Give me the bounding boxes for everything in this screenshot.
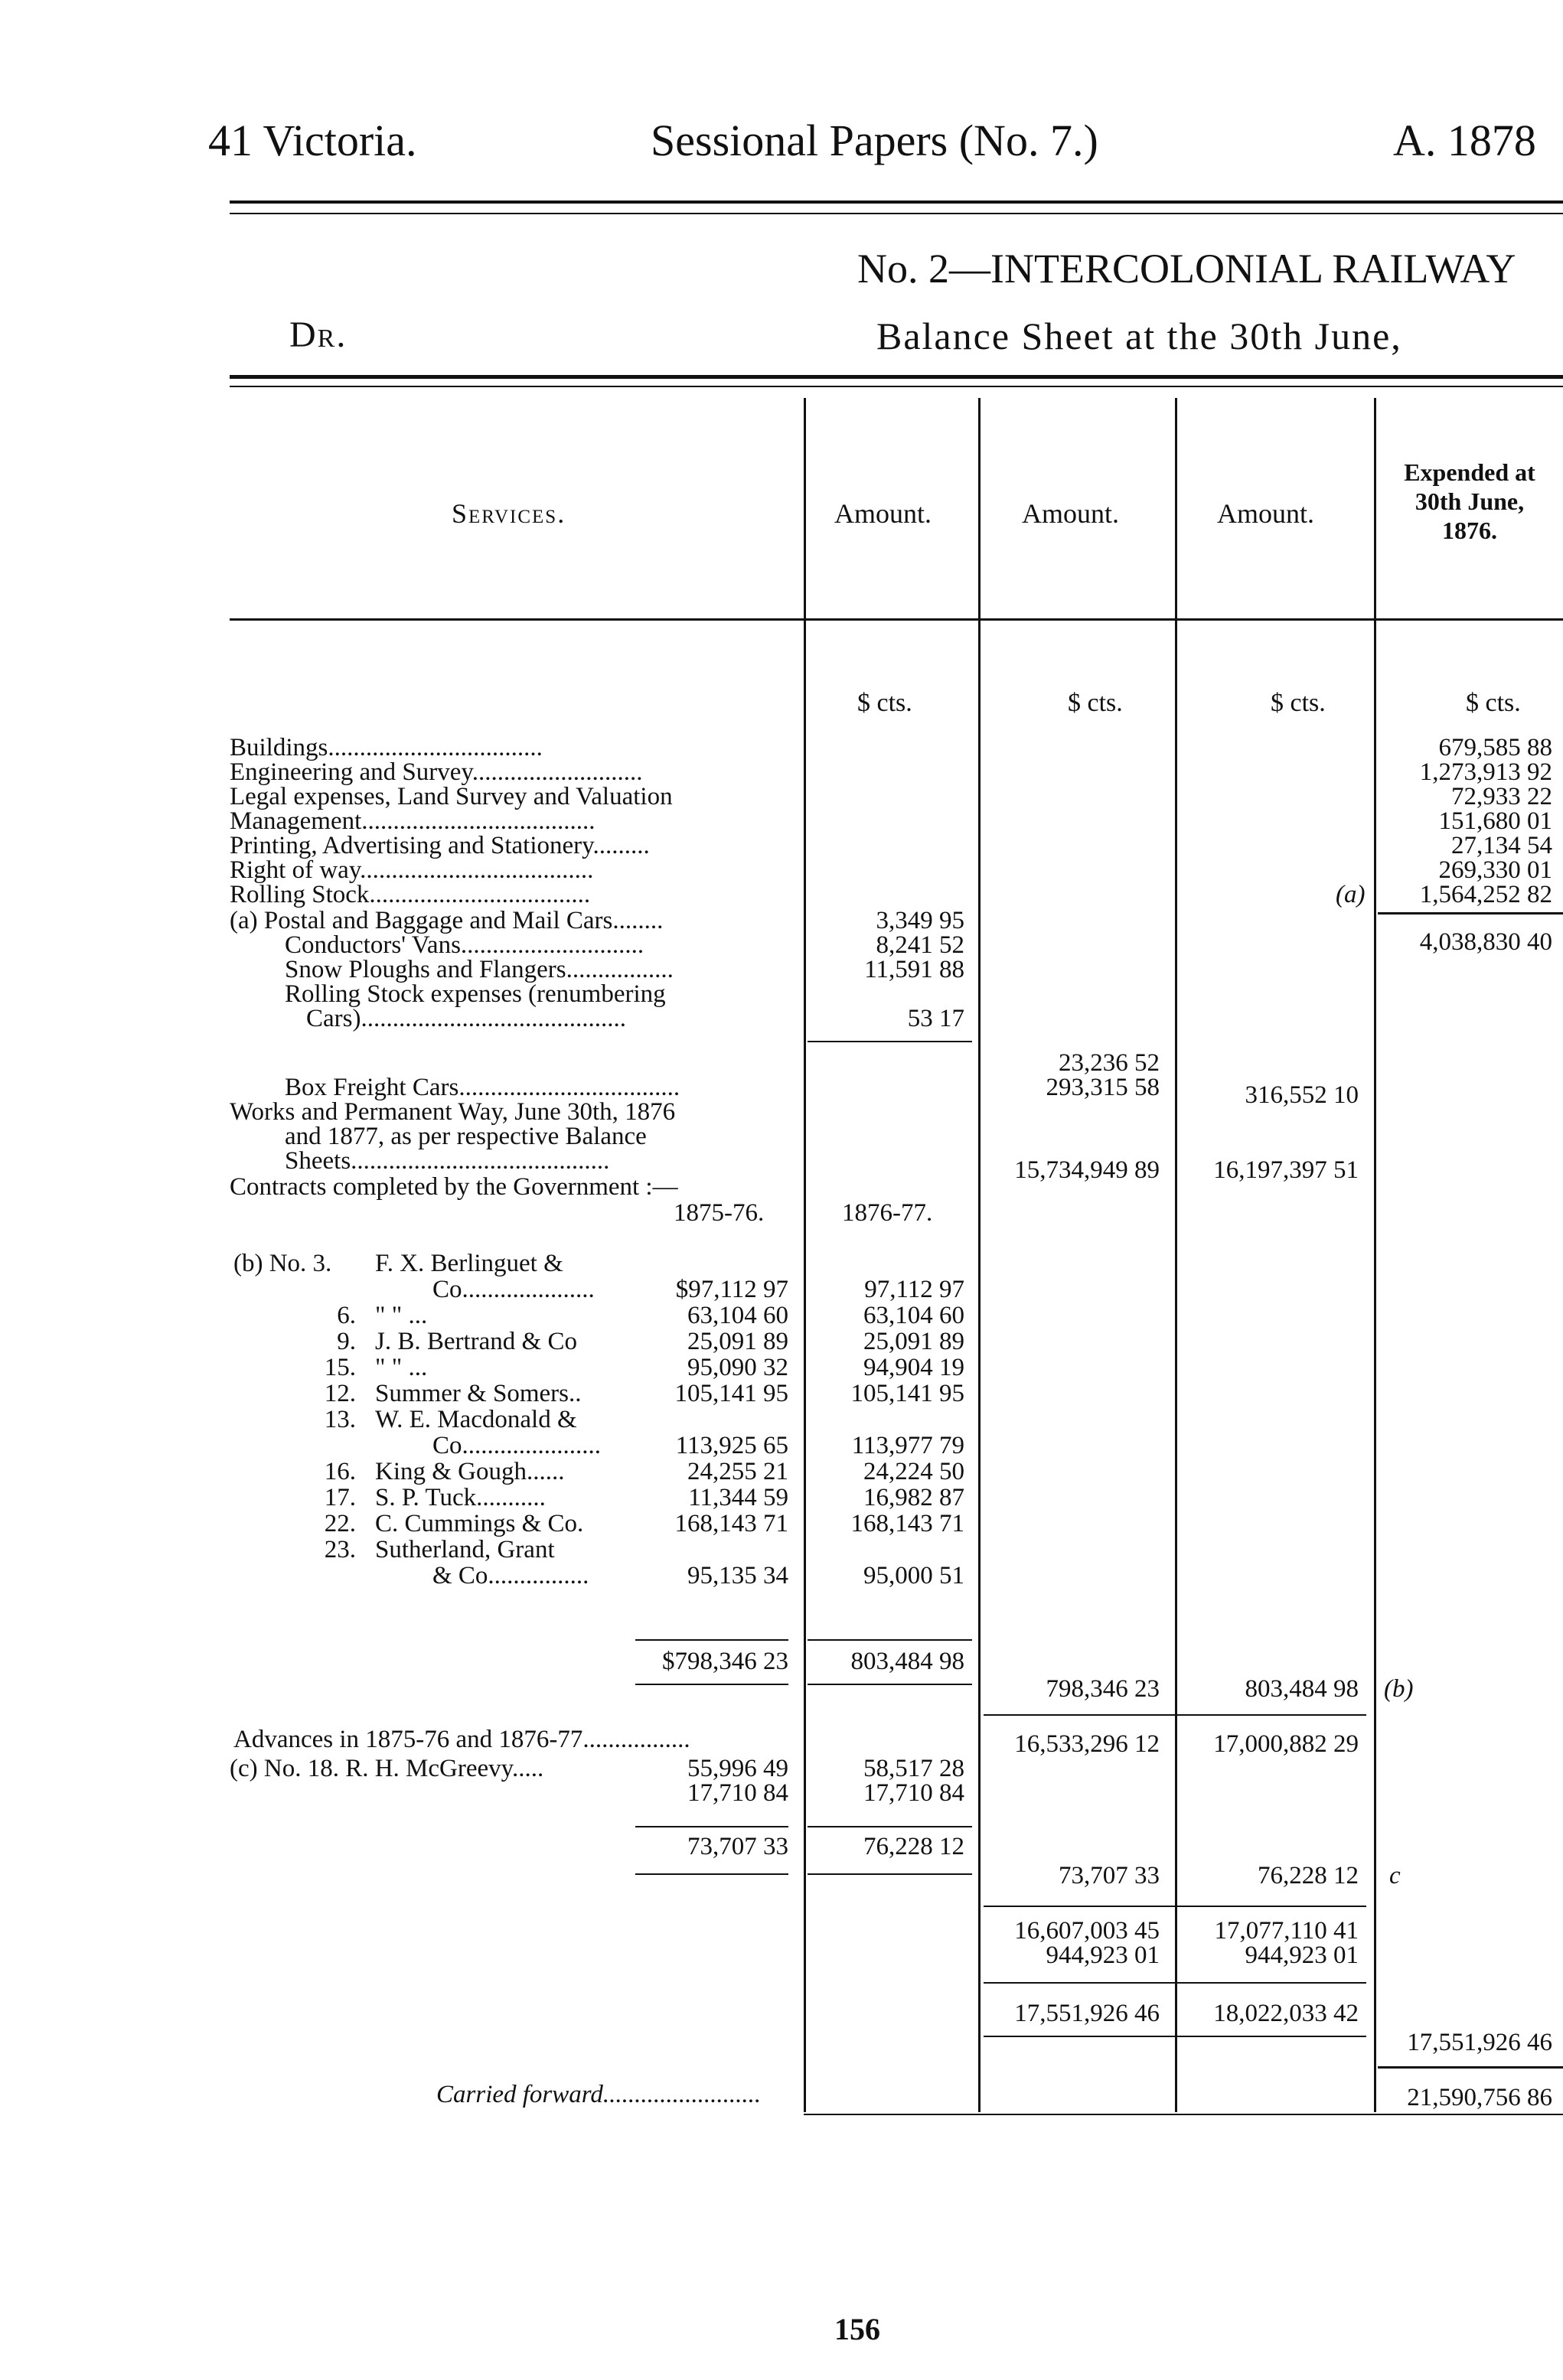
- col-header-expended: Expended at 30th June, 1876.: [1404, 458, 1535, 544]
- contracts-total-a2: 798,346 23: [1046, 1675, 1160, 1703]
- header-rule-bottom: [230, 213, 1563, 214]
- right-of-way-expended: 269,330 01: [1438, 856, 1552, 884]
- contract-name: C. Cummings & Co.: [375, 1510, 584, 1537]
- contract-name: " " ...: [375, 1302, 428, 1329]
- contract-name: J. B. Bertrand & Co: [375, 1328, 577, 1355]
- col-line-2: [978, 398, 981, 2112]
- total-expended-rule: [1378, 2066, 1563, 2069]
- rolling-stock-mark: (a): [1336, 881, 1366, 908]
- subtotal-rule: [984, 1906, 1366, 1907]
- contract-name: " " ...: [375, 1354, 428, 1381]
- advances-amount-2: 16,533,296 12: [1014, 1730, 1160, 1758]
- advances-label: Advances in 1875-76 and 1876-77.................: [233, 1726, 690, 1753]
- contract-value-1875: 63,104 60: [687, 1302, 788, 1329]
- mcgreevy-v2b: 17,710 84: [863, 1779, 964, 1807]
- contract-value-1875: 105,141 95: [674, 1380, 788, 1407]
- mcgreevy-v1b: 17,710 84: [687, 1779, 788, 1807]
- subtotal-a2b: 944,923 01: [1046, 1941, 1160, 1969]
- contract-value-1876: 168,143 71: [850, 1510, 964, 1537]
- mcgreevy-total-a3: 76,228 12: [1258, 1862, 1359, 1889]
- col-header-amount-3: Amount.: [1217, 498, 1315, 529]
- total-expended: 17,551,926 46: [1407, 2029, 1552, 2056]
- postal-amount: 3,349 95: [876, 907, 964, 934]
- management-expended: 151,680 01: [1438, 807, 1552, 835]
- title-rule-1: [230, 375, 1563, 379]
- bottom-rule: [804, 2114, 1563, 2115]
- contracts-label: Contracts completed by the Government :—: [230, 1173, 678, 1201]
- currency-col-2: $ cts.: [1068, 689, 1123, 717]
- contract-value-1875: $97,112 97: [675, 1276, 788, 1303]
- contract-value-1875: 168,143 71: [674, 1510, 788, 1537]
- contracts-rule-2: [808, 1639, 972, 1641]
- works-amount-2: 15,734,949 89: [1014, 1156, 1160, 1184]
- snow-amount: 11,591 88: [864, 956, 964, 983]
- contract-value-1875: 24,255 21: [687, 1458, 788, 1485]
- works-label-2: and 1877, as per respective Balance: [285, 1123, 647, 1150]
- contracts-rule-4: [808, 1684, 972, 1685]
- contracts-year-2: 1876-77.: [842, 1199, 933, 1227]
- contract-name: W. E. Macdonald &: [375, 1406, 577, 1433]
- contract-value-1875: 95,090 32: [687, 1354, 788, 1381]
- engineering-expended: 1,273,913 92: [1419, 758, 1552, 786]
- contracts-total-2: 803,484 98: [850, 1648, 964, 1675]
- contracts-total-a3: 803,484 98: [1245, 1675, 1359, 1703]
- contract-number: 16.: [324, 1458, 356, 1485]
- buildings-expended: 679,585 88: [1438, 734, 1552, 761]
- col-header-services: Services.: [452, 498, 566, 529]
- legal-expended: 72,933 22: [1451, 783, 1552, 810]
- contract-value-1876: 16,982 87: [863, 1484, 964, 1511]
- contract-number: 22.: [324, 1510, 356, 1537]
- col-header-amount-2: Amount.: [1022, 498, 1120, 529]
- mcgreevy-total-1: 73,707 33: [687, 1833, 788, 1860]
- mcgreevy-total-a2: 73,707 33: [1059, 1862, 1160, 1889]
- currency-col-1: $ cts.: [857, 689, 912, 717]
- mcgreevy-label: (c) No. 18. R. H. McGreevy.....: [230, 1755, 544, 1782]
- works-label-1: Works and Permanent Way, June 30th, 1876: [230, 1098, 676, 1126]
- rolling-stock-label: Rolling Stock...................................: [230, 881, 591, 908]
- mcgreevy-total-2: 76,228 12: [863, 1833, 964, 1860]
- col-line-3: [1175, 398, 1177, 2112]
- contract-number: 17.: [324, 1484, 356, 1511]
- mcgreevy-v2a: 58,517 28: [863, 1755, 964, 1782]
- engineering-label: Engineering and Survey...........................: [230, 758, 643, 786]
- contract-name: Sutherland, Grant: [375, 1536, 555, 1563]
- contracts-total-1: $798,346 23: [662, 1648, 788, 1675]
- carried-forward-label: Carried forward.........................: [436, 2081, 762, 2108]
- contract-number: 23.: [324, 1536, 356, 1563]
- mcgreevy-v1a: 55,996 49: [687, 1755, 788, 1782]
- col-line-4: [1374, 398, 1376, 2112]
- printing-expended: 27,134 54: [1451, 832, 1552, 859]
- contracts-rule-1: [635, 1639, 788, 1641]
- carried-forward-expended: 21,590,756 86: [1407, 2084, 1552, 2111]
- buildings-label: Buildings..................................: [230, 734, 543, 761]
- title-rule-2: [230, 386, 1563, 387]
- mcgreevy-rule-4: [808, 1873, 972, 1875]
- contract-value-1876: 113,977 79: [851, 1432, 964, 1459]
- contract-value-1876: 97,112 97: [864, 1276, 964, 1303]
- contract-value-1876: 24,224 50: [863, 1458, 964, 1485]
- advances-amount-3: 17,000,882 29: [1213, 1730, 1359, 1758]
- contract-value-1875: 113,925 65: [675, 1432, 788, 1459]
- header-left: 41 Victoria.: [208, 116, 417, 165]
- subtotal-a3b: 944,923 01: [1245, 1941, 1359, 1969]
- contract-value-1876: 25,091 89: [863, 1328, 964, 1355]
- rolling-exp-label-2: Cars)..........................................: [306, 1005, 626, 1032]
- total-a2: 17,551,926 46: [1014, 2000, 1160, 2027]
- contract-number: (b) No. 3.: [233, 1250, 332, 1277]
- contract-value-1875: 95,135 34: [687, 1562, 788, 1589]
- postal-label: (a) Postal and Baggage and Mail Cars........: [230, 907, 664, 934]
- right-of-way-label: Right of way.....................................: [230, 856, 594, 884]
- balance-sheet-subtitle: Balance Sheet at the 30th June,: [876, 315, 1402, 357]
- contract-number: 9.: [337, 1328, 356, 1355]
- contract-value-1875: 11,344 59: [688, 1484, 788, 1511]
- contract-value-1876: 94,904 19: [863, 1354, 964, 1381]
- contract-number: 6.: [337, 1302, 356, 1329]
- total-a3: 18,022,033 42: [1213, 2000, 1359, 2027]
- header-rule-top: [230, 201, 1563, 204]
- box-freight-amount-3: 316,552 10: [1245, 1081, 1359, 1109]
- contract-name: & Co................: [432, 1562, 589, 1589]
- contract-number: 15.: [324, 1354, 356, 1381]
- currency-col-3: $ cts.: [1271, 689, 1326, 717]
- snow-label: Snow Ploughs and Flangers.................: [285, 956, 674, 983]
- rolling-exp-label-1: Rolling Stock expenses (renumbering: [285, 980, 666, 1008]
- expended-subtotal-rule: [1378, 912, 1563, 915]
- col-header-amount-1: Amount.: [834, 498, 932, 529]
- contract-name: Co......................: [432, 1432, 602, 1459]
- box-freight-label: Box Freight Cars...................................: [285, 1074, 680, 1101]
- col-line-1: [804, 398, 806, 2112]
- contract-value-1876: 63,104 60: [863, 1302, 964, 1329]
- currency-col-4: $ cts.: [1466, 689, 1521, 717]
- contract-number: 12.: [324, 1380, 356, 1407]
- contract-name: F. X. Berlinguet &: [375, 1250, 563, 1277]
- header-right: A. 1878: [1393, 116, 1536, 165]
- contracts-total-mark: (b): [1384, 1675, 1414, 1703]
- legal-label: Legal expenses, Land Survey and Valuation: [230, 783, 673, 810]
- rolling-sum-rule: [808, 1041, 972, 1042]
- printing-label: Printing, Advertising and Stationery.........: [230, 832, 650, 859]
- rolling-stock-expended: 1,564,252 82: [1419, 881, 1552, 908]
- contract-value-1876: 105,141 95: [850, 1380, 964, 1407]
- contract-name: S. P. Tuck...........: [375, 1484, 546, 1511]
- contract-name: Summer & Somers..: [375, 1380, 582, 1407]
- contract-number: 13.: [324, 1406, 356, 1433]
- conductors-amount: 8,241 52: [876, 931, 964, 959]
- conductors-label: Conductors' Vans.............................: [285, 931, 644, 959]
- contracts-year-1: 1875-76.: [674, 1199, 765, 1227]
- contracts-rule-3: [635, 1684, 788, 1685]
- col-header-rule: [230, 618, 1563, 621]
- expended-subtotal: 4,038,830 40: [1419, 928, 1552, 956]
- contract-name: King & Gough......: [375, 1458, 565, 1485]
- subtotal-a2a: 16,607,003 45: [1014, 1917, 1160, 1945]
- section-title: No. 2—INTERCOLONIAL RAILWAY: [857, 246, 1516, 292]
- mcgreevy-total-mark: c: [1389, 1862, 1401, 1889]
- mcgreevy-rule-2: [808, 1826, 972, 1827]
- page-number: 156: [834, 2312, 880, 2346]
- management-label: Management.....................................: [230, 807, 596, 835]
- contract-name: Co.....................: [432, 1276, 595, 1303]
- works-amount-3: 16,197,397 51: [1213, 1156, 1359, 1184]
- box-freight-amount-2: 293,315 58: [1046, 1074, 1160, 1101]
- total-rule: [984, 1982, 1366, 1984]
- total-rule-2: [984, 2036, 1366, 2037]
- subtotal-a3a: 17,077,110 41: [1214, 1917, 1359, 1945]
- rolling-exp-amount: 53 17: [907, 1005, 964, 1032]
- mcgreevy-rule-3: [635, 1873, 788, 1875]
- contract-value-1875: 25,091 89: [687, 1328, 788, 1355]
- works-label-3: Sheets.........................................: [285, 1147, 610, 1175]
- contract-value-1876: 95,000 51: [863, 1562, 964, 1589]
- header-center: Sessional Papers (No. 7.): [651, 116, 1098, 165]
- rolling-sum-amount: 23,236 52: [1059, 1049, 1160, 1077]
- advances-rule: [984, 1714, 1366, 1716]
- mcgreevy-rule-1: [635, 1826, 788, 1827]
- dr-label: Dr.: [289, 315, 348, 355]
